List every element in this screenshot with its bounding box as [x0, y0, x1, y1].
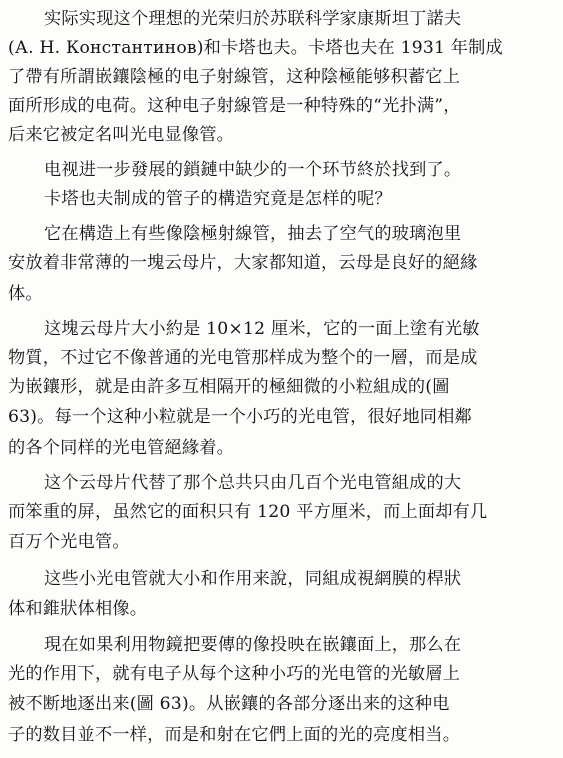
text-line: 体和錐狀体相像。 — [8, 599, 148, 619]
text-line: 实际实现这个理想的光荣归於苏联科学家康斯坦丁諾夫 — [44, 9, 462, 29]
text-line: (А. Н. Константинов)和卡塔也夫。卡塔也夫在 1931 年制成 — [8, 38, 503, 58]
text-line: 为嵌鑲形，就是由許多互相隔开的極細微的小粒組成的(圖 — [8, 377, 450, 397]
text-line: 这些小光电管就大小和作用来說，同組成視網膜的桿狀 — [44, 569, 462, 589]
text-line: 这个云母片代替了那个总共只由几百个光电管組成的大 — [44, 473, 462, 493]
text-line: 体。 — [8, 284, 43, 304]
text-line: 而笨重的屏，虽然它的面积只有 120 平方厘米，而上面却有几 — [8, 502, 488, 522]
text-line: 百万个光电管。 — [8, 532, 130, 552]
text-line: 被不断地逐出来(圖 63)。从嵌鑲的各部分逐出来的这种电 — [8, 694, 450, 714]
text-line: 了帶有所謂嵌鑲陰極的电子射線管，这种陰極能够积蓄它上 — [8, 67, 461, 87]
text-line: 的各个同样的光电管絕緣着。 — [8, 438, 235, 458]
text-line: 光的作用下，就有电子从每个这种小巧的光电管的光敏層上 — [8, 664, 461, 684]
text-line: 安放着非常薄的一塊云母片，大家都知道，云母是良好的絕緣 — [8, 253, 478, 273]
text-line: 这塊云母片大小約是 10×12 厘米，它的一面上塗有光敏 — [44, 319, 480, 339]
text-line: 后来它被定名叫光电显像管。 — [8, 125, 235, 145]
text-line: 电视进一步發展的鎖鏈中缺少的一个环节終於找到了。 — [44, 160, 462, 180]
text-line: 現在如果利用物鏡把要傳的像投映在嵌鑲面上，那么在 — [44, 635, 462, 655]
text-line: 63)。每一个这种小粒就是一个小巧的光电管，很好地同相鄰 — [8, 407, 472, 427]
text-line: 它在構造上有些像陰極射線管，抽去了空气的玻璃泡里 — [44, 224, 462, 244]
text-line: 面所形成的电荷。这种电子射線管是一种特殊的“光扑满”， — [8, 96, 461, 116]
text-line: 物質，不过它不像普通的光电管那样成为整个的一層，而是成 — [8, 348, 478, 368]
text-line: 卡塔也夫制成的管子的構造究竟是怎样的呢？ — [44, 189, 392, 209]
text-line: 子的数目並不一样，而是和射在它們上面的光的亮度相当。 — [8, 725, 461, 745]
